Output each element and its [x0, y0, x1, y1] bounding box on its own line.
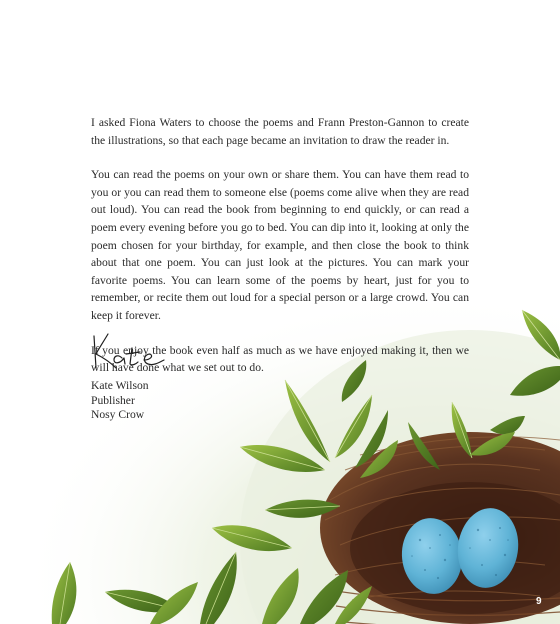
signatory-company: Nosy Crow	[91, 408, 145, 422]
paragraph: You can read the poems on your own or share them. You can have them read to you or you can read them to someone else (poems come alive when they are read out loud). You can read the book from beginning to end quickly, or can read a poem every evening before you go to bed. You can dip into it, looking at only the poem chosen for your birthday, for example, and then close the book to think about that one poem. You can just look at the pictures. You can mark your favorite poems. You can learn some of the poems by heart, just for you to remember, or recite them out loud for a special person or a large crowd. You can keep it forever.	[91, 168, 469, 322]
handwritten-signature	[88, 330, 168, 374]
paragraph: If you enjoy the book even half as much as we have enjoyed making it, then we will have done what we set out to do.	[91, 343, 469, 375]
page-number: 9	[536, 596, 542, 607]
signatory-title: Publisher	[91, 393, 135, 407]
paragraph: I asked Fiona Waters to choose the poems and Frann Preston-Gannon to create the illustrations, so that each page became an invitation to draw the reader in.	[91, 116, 469, 147]
signatory	[91, 379, 149, 423]
signatory-name: Kate Wilson	[91, 379, 149, 392]
